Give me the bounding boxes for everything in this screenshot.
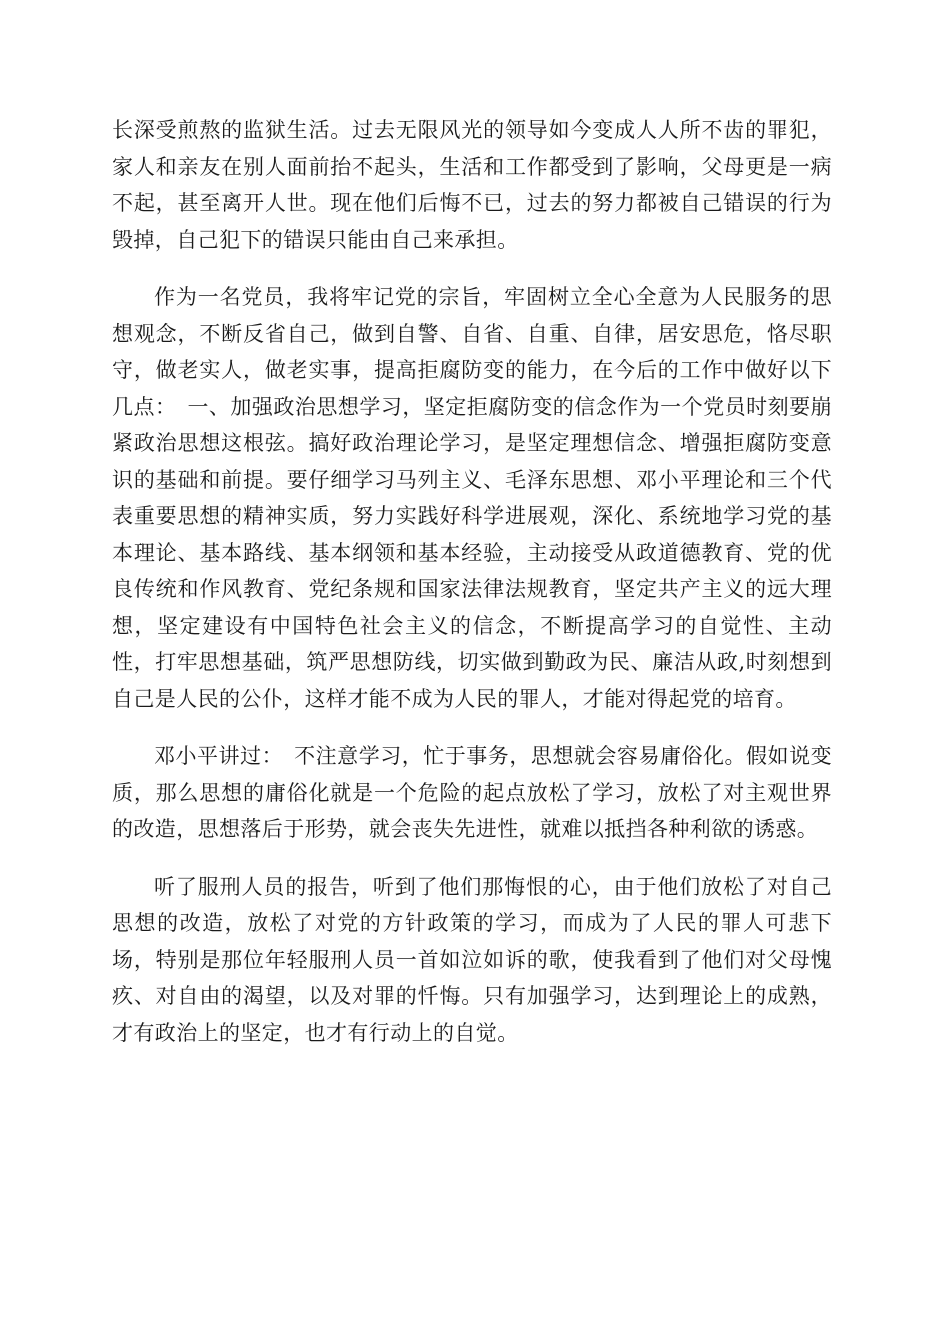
paragraph-party-member-commitment: 作为一名党员，我将牢记党的宗旨，牢固树立全心全意为人民服务的思想观念，不断反省自己，做到自警、自省、自重、自律，居安思危，恪尽职守，做老实人，做老实事，提高拒腐防变的能力，在今后的工作中做好以下几点： 一、加强政治思想学习，坚定拒腐防变的信念作为一个党员时刻要崩紧政治思想这根弦。搞好政治理论学习，是坚定理想信念、增强拒腐防变意识的基础和前提。要仔细学习马列主义、毛泽东思想、邓小平理论和三个代表重要思想的精神实质，努力实践好科学进展观，深化、系统地学习党的基本理论、基本路线、基本纲领和基本经验，主动接受从政道德教育、党的优良传统和作风教育、党纪条规和国家法律法规教育，坚定共产主义的远大理想，坚定建设有中国特色社会主义的信念，不断提高学习的自觉性、主动性，打牢思想基础，筑严思想防线，切实做到勤政为民、廉洁从政,时刻想到自己是人民的公仆，这样才能不成为人民的罪人，才能对得起党的培育。 — [112, 285, 832, 711]
paragraph-deng-xiaoping-quote: 邓小平讲过： 不注意学习，忙于事务，思想就会容易庸俗化。假如说变质，那么思想的庸俗化就是一个危险的起点放松了学习，放松了对主观世界的改造，思想落后于形势，就会丧失先进性，就难以抵挡各种利欲的诱惑。 — [112, 744, 832, 841]
paragraph-report-reflection: 听了服刑人员的报告，听到了他们那悔恨的心，由于他们放松了对自己思想的改造，放松了对党的方针政策的学习，而成为了人民的罪人可悲下场，特别是那位年轻服刑人员一首如泣如诉的歌，使我看到了他们对父母愧疚、对自由的渴望，以及对罪的忏悔。只有加强学习，达到理论上的成熟，才有政治上的坚定，也才有行动上的自觉。 — [112, 874, 832, 1045]
document-body — [112, 112, 832, 1072]
paragraph-continuation: 长深受煎熬的监狱生活。过去无限风光的领导如今变成人人所不齿的罪犯，家人和亲友在别人面前抬不起头，生活和工作都受到了影响，父母更是一病不起，甚至离开人世。现在他们后悔不已，过去的努力都被自己错误的行为毁掉，自己犯下的错误只能由自己来承担。 — [112, 118, 832, 252]
